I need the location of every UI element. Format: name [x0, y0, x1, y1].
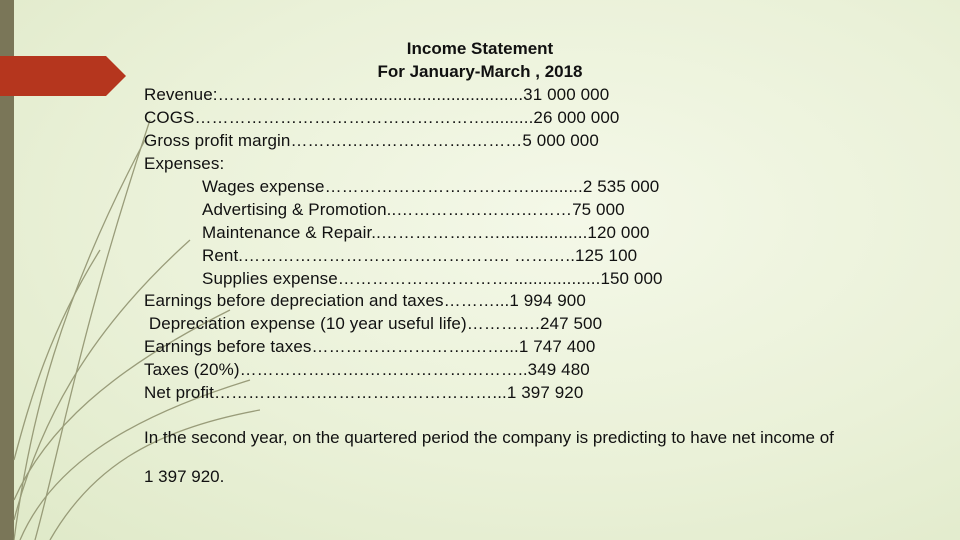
forecast-note: In the second year, on the quartered period the company is predicting to have net income of: [144, 428, 834, 447]
supplies-line: Supplies expense…………………………...................150 000: [202, 269, 663, 288]
statement-title: Income Statement: [406, 39, 554, 58]
net-profit-line: Net profit……………….…………………………...1 397 920: [144, 383, 584, 402]
expenses-heading: Expenses:: [144, 154, 225, 173]
cogs-line: COGS……………………………………………..........26 000 000: [144, 108, 620, 127]
statement-period: For January-March , 2018: [377, 62, 583, 81]
rent-line: Rent.……………………………………….. ………..125 100: [202, 246, 638, 265]
ebt-line: Earnings before taxes……………………….……...1 747 400: [144, 337, 596, 356]
gross-profit-line: Gross profit margin……….………………….………5 000 000: [144, 131, 599, 150]
wages-expense-line: Wages expense………………………………...........2 535 000: [202, 177, 660, 196]
revenue-line: Revenue:……………………...................................31 000 000: [144, 85, 610, 104]
forecast-value: 1 397 920.: [144, 467, 225, 486]
advertising-line: Advertising & Promotion..………………….………75 000: [202, 200, 625, 219]
ebdt-line: Earnings before depreciation and taxes………...1 994 900: [144, 291, 586, 310]
depreciation-line: Depreciation expense (10 year useful life)………….247 500: [144, 314, 603, 333]
taxes-line: Taxes (20%)………………….………………………..349 480: [144, 360, 590, 379]
maintenance-line: Maintenance & Repair..…………………..................120 000: [202, 223, 650, 242]
